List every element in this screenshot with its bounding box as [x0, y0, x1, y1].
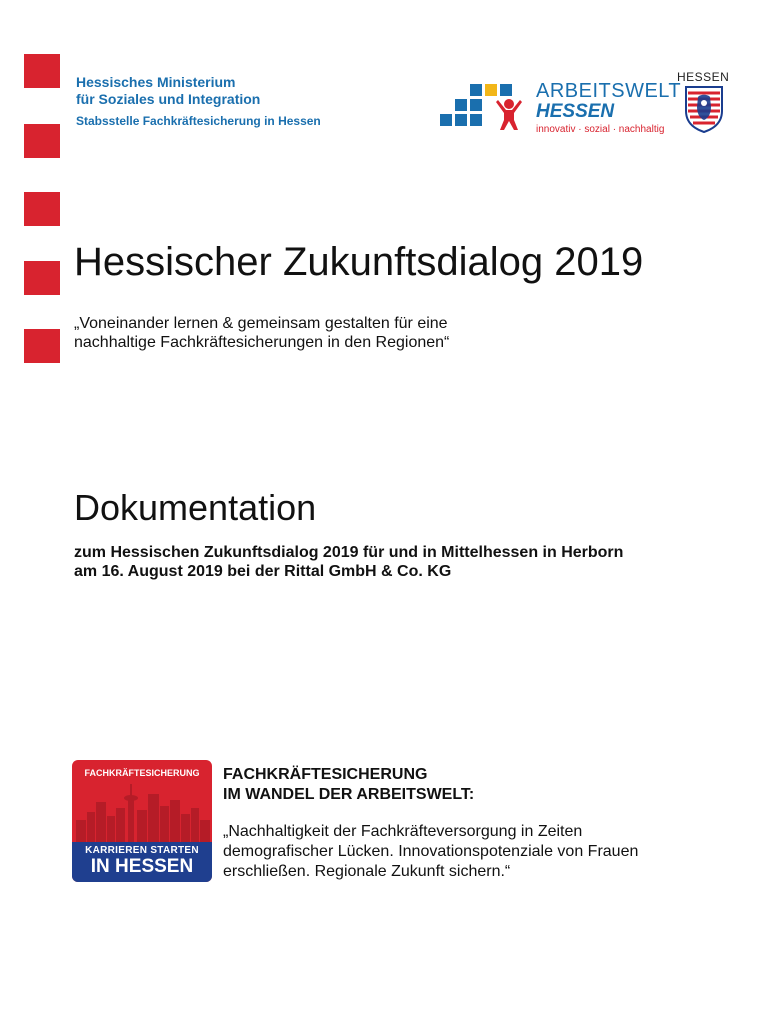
focus-heading-line: IM WANDEL DER ARBEITSWELT: [223, 786, 475, 803]
subtitle-line: nachhaltige Fachkräftesicherungen in den Regionen“ [74, 334, 450, 351]
ministry-header [76, 74, 321, 128]
documentation-details [74, 543, 623, 581]
documentation-heading: Dokumentation [74, 487, 317, 528]
hessen-state-label: HESSEN [677, 70, 730, 84]
deco-square [24, 192, 60, 226]
ministry-unit: Stabsstelle Fachkräftesicherung in Hessen [76, 114, 321, 128]
deco-square [24, 261, 60, 295]
arbeitswelt-tagline: innovativ · sozial · nachhaltig [536, 124, 665, 135]
arbeitswelt-line2: HESSEN [536, 101, 615, 122]
city-skyline-icon [72, 780, 212, 842]
focus-quote [223, 822, 638, 882]
arbeitswelt-line1: ARBEITSWELT [536, 80, 682, 102]
documentation-line: am 16. August 2019 bei der Rittal GmbH & Co. KG [74, 563, 452, 580]
deco-square [24, 54, 60, 88]
ministry-department: für Soziales und Integration [76, 91, 261, 107]
campaign-logo [72, 760, 212, 882]
campaign-top-label: FACHKRÄFTESICHERUNG [84, 768, 200, 778]
focus-heading [223, 765, 474, 805]
hessen-crest-icon [684, 85, 724, 133]
ministry-name: Hessisches Ministerium [76, 74, 236, 90]
arbeitswelt-text [536, 80, 681, 135]
campaign-bottom-band [72, 842, 212, 882]
focus-quote-line: demografischer Lücken. Innovationspotenziale von Frauen [223, 843, 639, 860]
focus-quote-line: „Nachhaltigkeit der Fachkräfteversorgung in Zeiten [223, 823, 583, 840]
documentation-line: zum Hessischen Zukunftsdialog 2019 für und in Mittelhessen in Herborn [74, 544, 624, 561]
deco-square [24, 329, 60, 363]
campaign-bottom-line2: IN HESSEN [90, 856, 194, 877]
subtitle-line: „Voneinander lernen & gemeinsam gestalten für eine [74, 315, 448, 332]
focus-quote-line: erschließen. Regionale Zukunft sichern.“ [223, 863, 511, 880]
campaign-bottom-line1: KARRIEREN STARTEN [85, 845, 199, 856]
deco-square [24, 124, 60, 158]
focus-heading-line: FACHKRÄFTESICHERUNG [223, 766, 428, 783]
subtitle [74, 314, 449, 352]
page-title: Hessischer Zukunftsdialog 2019 [74, 240, 644, 284]
